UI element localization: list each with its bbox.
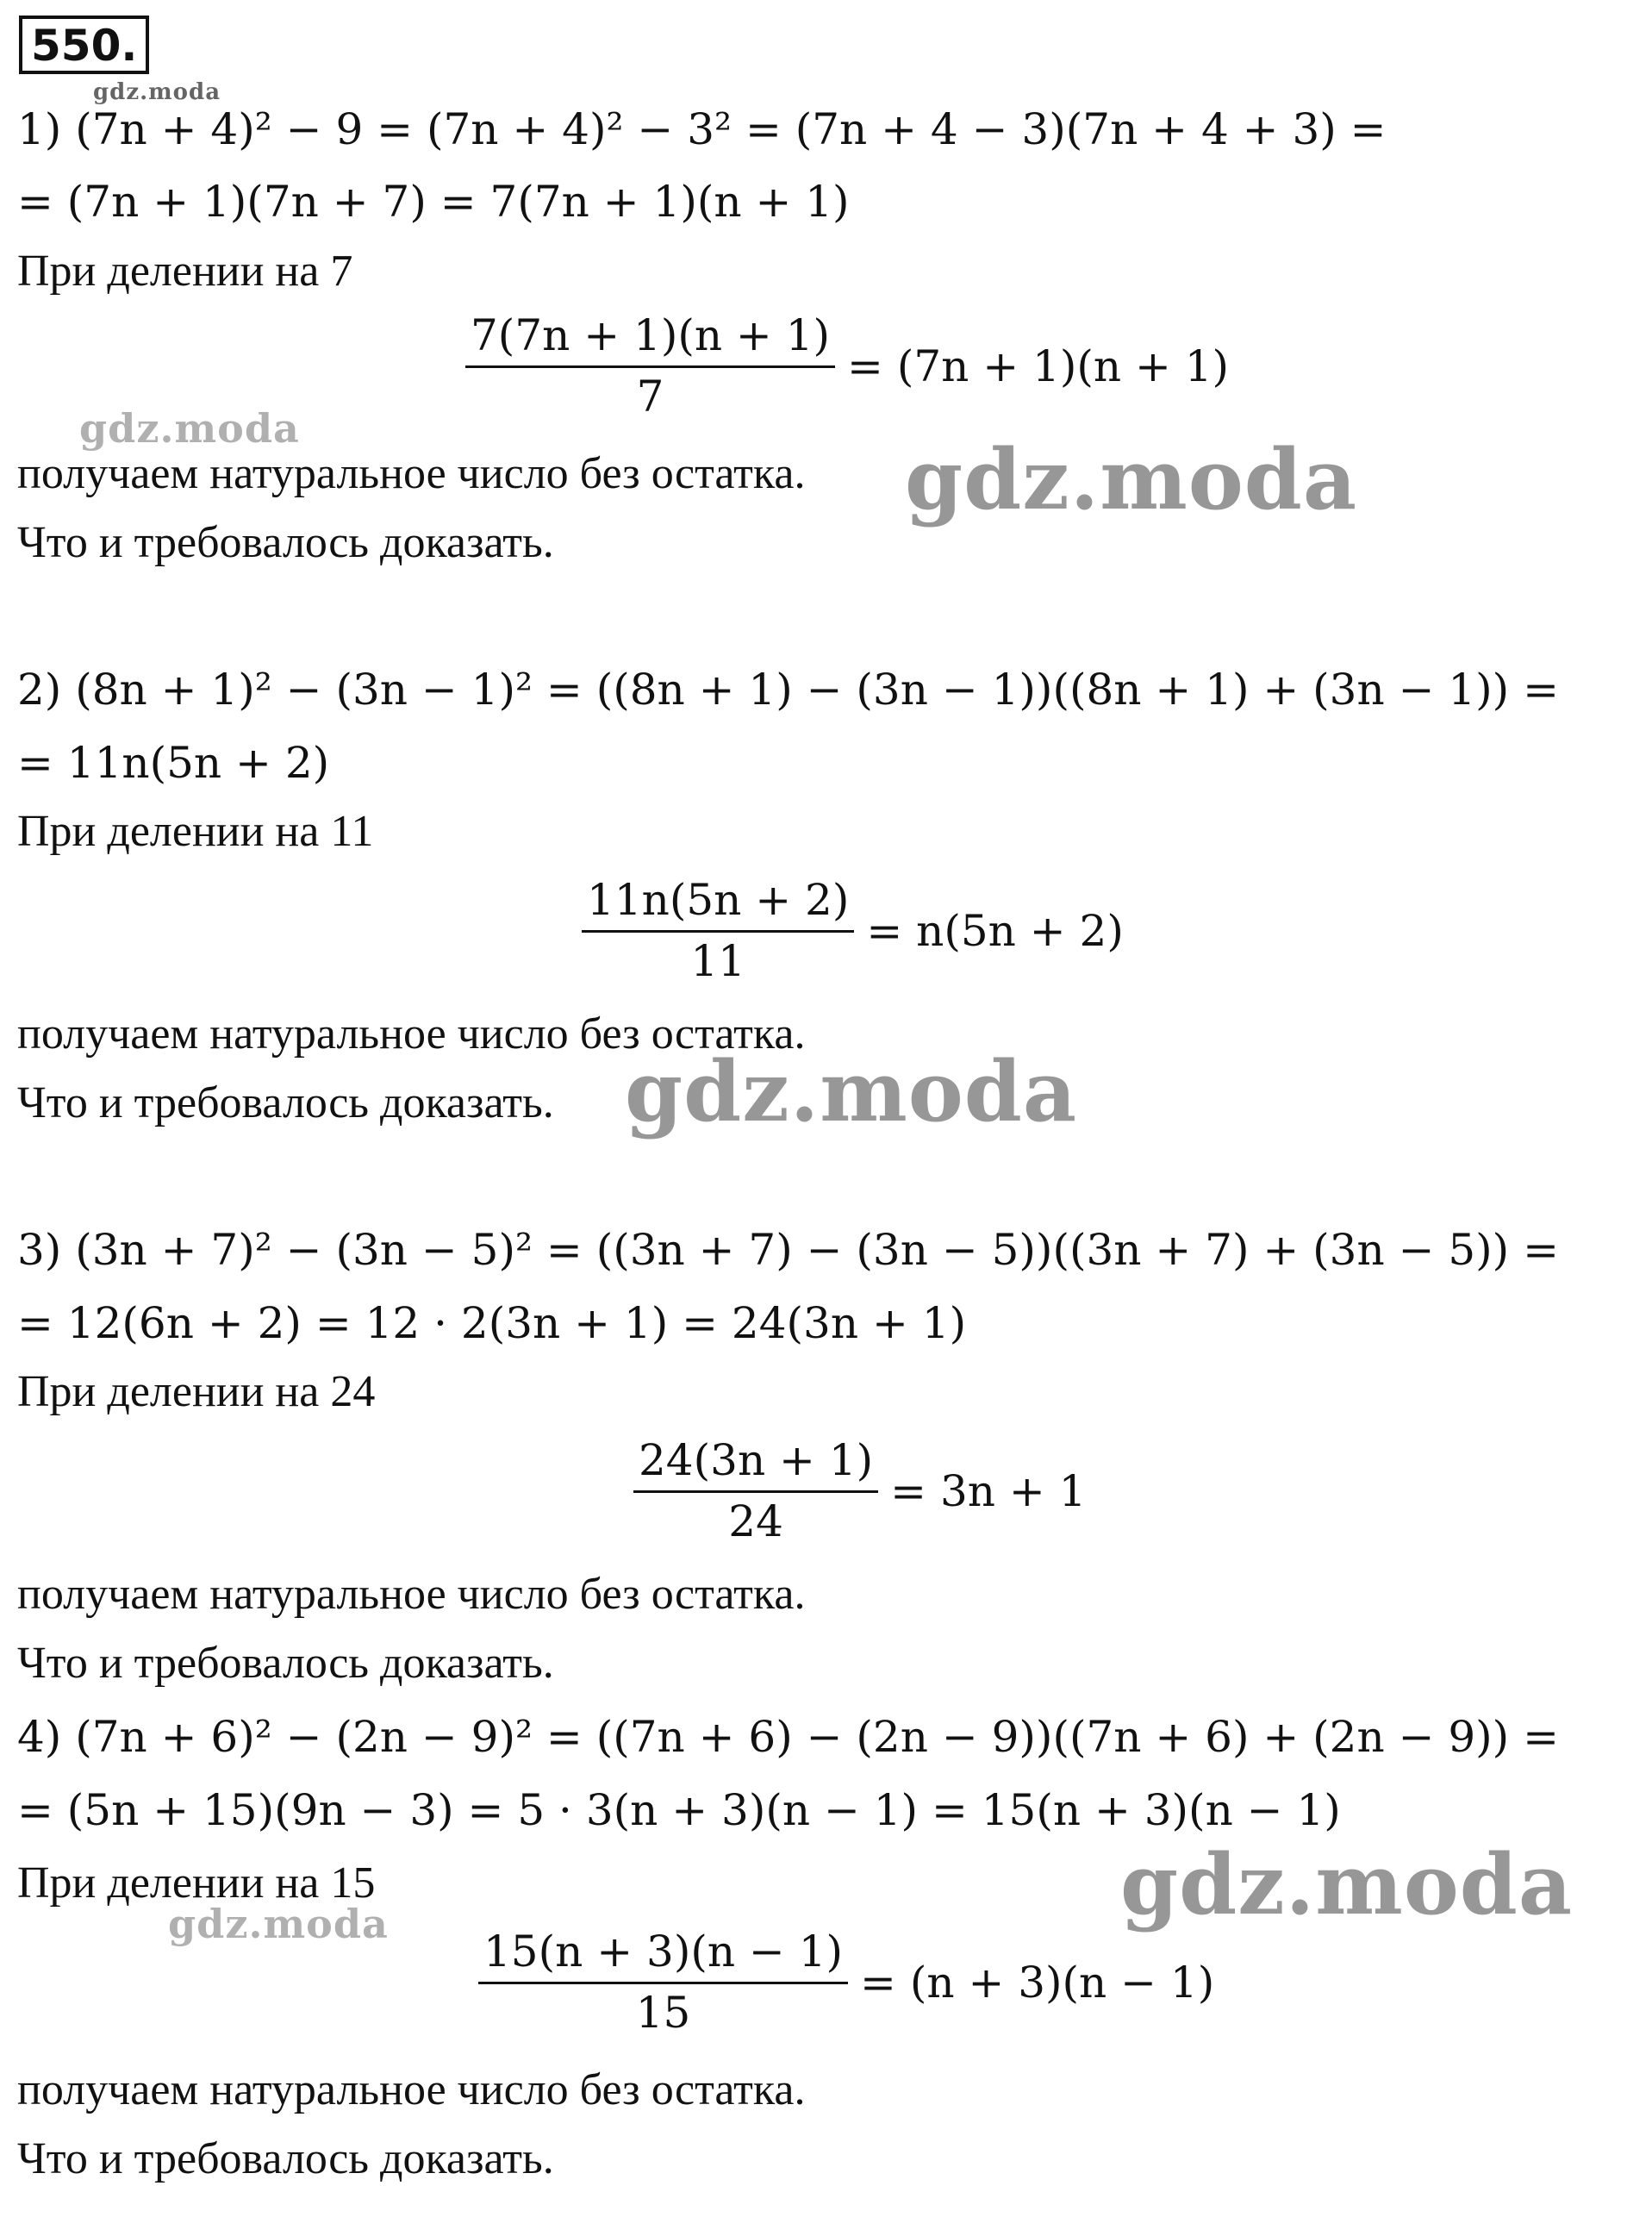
part1-line1: 1) (7n + 4)² − 9 = (7n + 4)² − 3² = (7n + 4 − 3)(7n + 4 + 3) = xyxy=(17,104,1387,154)
part1-conclusion1: получаем натуральное число без остатка. xyxy=(17,449,806,498)
part1-result: = (7n + 1)(n + 1) xyxy=(847,340,1230,391)
part1-numerator: 7(7n + 1)(n + 1) xyxy=(465,310,835,368)
part2-conclusion1: получаем натуральное число без остатка. xyxy=(17,1009,806,1059)
part2-division-text: При делении на 11 xyxy=(17,807,374,856)
part1-division-text: При делении на 7 xyxy=(17,247,353,296)
part3-conclusion1: получаем натуральное число без остатка. xyxy=(17,1570,806,1619)
part4-fraction xyxy=(478,1927,848,2038)
part2-line2: = 11n(5n + 2) xyxy=(17,738,330,788)
part2-line1: 2) (8n + 1)² − (3n − 1)² = ((8n + 1) − (3n − 1))((8n + 1) + (3n − 1)) = xyxy=(17,665,1559,715)
part3-conclusion2: Что и требовалось доказать. xyxy=(17,1639,554,1688)
watermark-1: gdz.moda xyxy=(79,405,300,452)
part2-fraction xyxy=(582,875,854,986)
part3-fraction xyxy=(633,1435,878,1546)
watermark-tiny: gdz.moda xyxy=(93,79,221,105)
watermark-3: gdz.moda xyxy=(625,1043,1078,1140)
part1-fraction xyxy=(465,310,835,422)
part2-denominator: 11 xyxy=(690,936,745,986)
watermark-2: gdz.moda xyxy=(905,431,1358,528)
part1-denominator: 7 xyxy=(636,372,664,422)
part4-division-text: При делении на 15 xyxy=(17,1858,376,1908)
task-number: 550. xyxy=(19,16,149,74)
part3-denominator: 24 xyxy=(728,1496,783,1546)
part4-conclusion1: получаем натуральное число без остатка. xyxy=(17,2065,806,2114)
part4-result: = (n + 3)(n − 1) xyxy=(860,1957,1215,2008)
part4-numerator: 15(n + 3)(n − 1) xyxy=(478,1927,848,1984)
part3-numerator: 24(3n + 1) xyxy=(633,1435,878,1493)
part4-conclusion2: Что и требовалось доказать. xyxy=(17,2134,554,2183)
part3-line1: 3) (3n + 7)² − (3n − 5)² = ((3n + 7) − (3n − 5))((3n + 7) + (3n − 5)) = xyxy=(17,1225,1559,1275)
watermark-4: gdz.moda xyxy=(1120,1836,1574,1933)
part3-fraction-row xyxy=(633,1435,1086,1546)
part1-line2: = (7n + 1)(7n + 7) = 7(7n + 1)(n + 1) xyxy=(17,177,850,227)
part2-conclusion2: Что и требовалось доказать. xyxy=(17,1078,554,1127)
part3-line2: = 12(6n + 2) = 12 · 2(3n + 1) = 24(3n + 1) xyxy=(17,1298,967,1348)
part2-numerator: 11n(5n + 2) xyxy=(582,875,854,933)
part4-fraction-row xyxy=(478,1927,1214,2038)
part3-division-text: При делении на 24 xyxy=(17,1367,376,1416)
part2-result: = n(5n + 2) xyxy=(866,905,1124,956)
part4-line2: = (5n + 15)(9n − 3) = 5 · 3(n + 3)(n − 1) = 15(n + 3)(n − 1) xyxy=(17,1785,1341,1835)
part2-fraction-row xyxy=(582,875,1124,986)
part1-conclusion2: Что и требовалось доказать. xyxy=(17,518,554,567)
watermark-5: gdz.moda xyxy=(168,1901,389,1947)
part4-line1: 4) (7n + 6)² − (2n − 9)² = ((7n + 6) − (2n − 9))((7n + 6) + (2n − 9)) = xyxy=(17,1712,1559,1762)
part4-denominator: 15 xyxy=(635,1988,691,2038)
part3-result: = 3n + 1 xyxy=(890,1465,1087,1516)
part1-fraction-row xyxy=(465,310,1229,422)
